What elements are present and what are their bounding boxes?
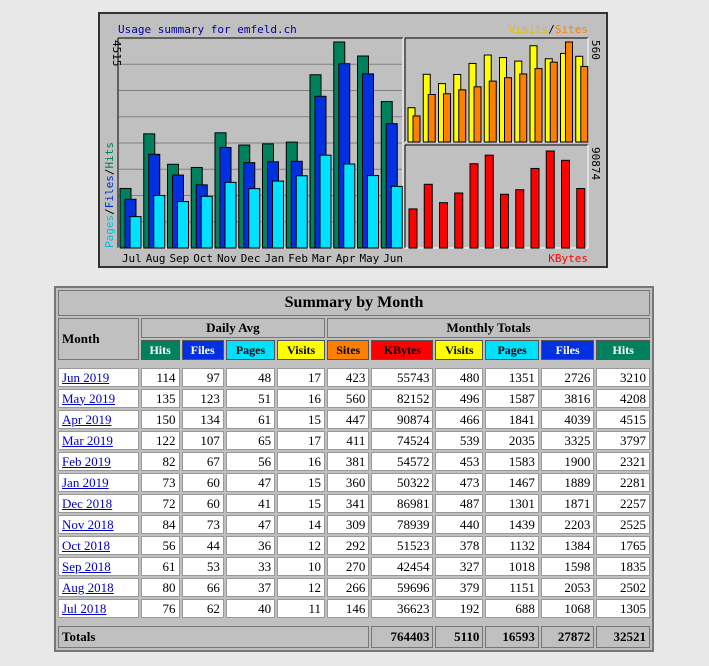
value-cell-pages: 2035	[485, 431, 539, 450]
value-cell-sites: 381	[327, 452, 369, 471]
value-cell-files: 60	[182, 494, 224, 513]
month-link[interactable]: Sep 2018	[62, 558, 111, 574]
value-cell-hits: 1765	[596, 536, 650, 555]
table-title: Summary by Month	[58, 290, 650, 316]
bar-kbytes	[577, 188, 585, 248]
value-cell-visits: 17	[277, 431, 325, 450]
value-cell-hits: 2525	[596, 515, 650, 534]
value-cell-visits: 15	[277, 494, 325, 513]
daily-avg-header: Daily Avg	[141, 318, 325, 338]
value-cell-visits: 15	[277, 473, 325, 492]
month-cell	[58, 431, 139, 450]
bar-kbytes	[455, 193, 463, 248]
x-tick-label: Jul	[121, 252, 142, 265]
month-cell	[58, 536, 139, 555]
value-cell-kbytes: 36623	[371, 599, 433, 618]
chart-title: Usage summary for emfeld.ch	[118, 23, 297, 36]
value-cell-hits: 1305	[596, 599, 650, 618]
table-row	[58, 494, 650, 513]
bar-kbytes	[516, 190, 524, 248]
value-cell-kbytes: 59696	[371, 578, 433, 597]
usage-chart-svg	[100, 14, 606, 266]
legend-pages: Pages	[103, 214, 116, 248]
x-tick-label: Sep	[169, 252, 190, 265]
month-link[interactable]: Oct 2018	[62, 537, 111, 553]
value-cell-files: 107	[182, 431, 224, 450]
value-cell-files: 1068	[541, 599, 595, 618]
value-cell-visits: 15	[277, 410, 325, 429]
value-cell-files: 2053	[541, 578, 595, 597]
value-cell-visits: 16	[277, 389, 325, 408]
col-header-files: Files	[541, 340, 595, 360]
bar-sites	[489, 81, 496, 142]
legend-visits: Visits	[508, 23, 549, 36]
value-cell-sites: 270	[327, 557, 369, 576]
bar-pages	[320, 155, 331, 248]
month-cell	[58, 389, 139, 408]
value-cell-pages: 51	[226, 389, 275, 408]
value-cell-files: 4039	[541, 410, 595, 429]
month-cell	[58, 452, 139, 471]
legend-separator: /	[103, 208, 116, 215]
value-cell-hits: 1835	[596, 557, 650, 576]
value-cell-files: 2726	[541, 368, 595, 387]
value-cell-files: 62	[182, 599, 224, 618]
col-header-hits: Hits	[141, 340, 180, 360]
value-cell-visits: 12	[277, 578, 325, 597]
value-cell-visits: 12	[277, 536, 325, 555]
value-cell-pages: 48	[226, 368, 275, 387]
value-cell-files: 97	[182, 368, 224, 387]
value-cell-hits: 3210	[596, 368, 650, 387]
value-cell-pages: 1018	[485, 557, 539, 576]
value-cell-pages: 688	[485, 599, 539, 618]
value-cell-pages: 1351	[485, 368, 539, 387]
value-cell-pages: 1583	[485, 452, 539, 471]
value-cell-files: 134	[182, 410, 224, 429]
value-cell-hits: 80	[141, 578, 180, 597]
bar-pages	[225, 182, 236, 248]
bar-sites	[566, 42, 573, 142]
value-cell-pages: 47	[226, 515, 275, 534]
value-cell-files: 3325	[541, 431, 595, 450]
legend-separator: /	[548, 23, 555, 36]
bar-pages	[344, 164, 355, 248]
value-cell-kbytes: 74524	[371, 431, 433, 450]
value-cell-sites: 146	[327, 599, 369, 618]
value-cell-files: 123	[182, 389, 224, 408]
kbytes-axis-max-label: 90874	[589, 147, 602, 181]
month-link[interactable]: Jun 2019	[62, 369, 110, 385]
month-link[interactable]: Jan 2019	[62, 474, 109, 490]
value-cell-sites: 309	[327, 515, 369, 534]
value-cell-hits: 4515	[596, 410, 650, 429]
value-cell-hits: 114	[141, 368, 180, 387]
value-cell-hits: 84	[141, 515, 180, 534]
value-cell-kbytes: 42454	[371, 557, 433, 576]
left-axis-legend	[103, 142, 116, 248]
totals-row	[58, 626, 650, 648]
value-cell-pages: 36	[226, 536, 275, 555]
value-cell-pages: 37	[226, 578, 275, 597]
bar-pages	[273, 181, 284, 248]
legend-separator: /	[103, 168, 116, 176]
value-cell-sites: 411	[327, 431, 369, 450]
value-cell-hits: 122	[141, 431, 180, 450]
column-header-row	[58, 340, 650, 360]
x-tick-label: Aug	[145, 252, 166, 265]
value-cell-visits: 539	[435, 431, 483, 450]
col-header-pages: Pages	[485, 340, 539, 360]
value-cell-visits: 378	[435, 536, 483, 555]
value-cell-hits: 2321	[596, 452, 650, 471]
month-link[interactable]: Aug 2018	[62, 579, 114, 595]
table-row	[58, 536, 650, 555]
month-cell	[58, 578, 139, 597]
value-cell-kbytes: 50322	[371, 473, 433, 492]
value-cell-sites: 423	[327, 368, 369, 387]
value-cell-sites: 560	[327, 389, 369, 408]
bar-pages	[178, 202, 189, 248]
table-body	[58, 362, 650, 648]
bar-pages	[391, 186, 402, 248]
value-cell-visits: 496	[435, 389, 483, 408]
bar-sites	[428, 95, 435, 143]
table-row	[58, 389, 650, 408]
value-cell-visits: 473	[435, 473, 483, 492]
value-cell-visits: 440	[435, 515, 483, 534]
value-cell-pages: 1151	[485, 578, 539, 597]
totals-label: Totals	[58, 626, 369, 648]
bar-kbytes	[546, 151, 554, 248]
summary-by-month-table	[54, 286, 654, 652]
bar-sites	[474, 87, 481, 142]
value-cell-pages: 1841	[485, 410, 539, 429]
value-cell-visits: 10	[277, 557, 325, 576]
bar-kbytes	[485, 155, 493, 248]
value-cell-files: 67	[182, 452, 224, 471]
left-axis-max-label: 4515	[110, 40, 123, 67]
x-tick-label: Nov	[216, 252, 237, 265]
bar-pages	[130, 217, 141, 248]
x-tick-label: Jun	[383, 252, 404, 265]
value-cell-files: 2203	[541, 515, 595, 534]
value-cell-pages: 1132	[485, 536, 539, 555]
bar-sites	[459, 90, 466, 142]
table-row	[58, 452, 650, 471]
value-cell-files: 66	[182, 578, 224, 597]
x-tick-label: Dec	[240, 252, 261, 265]
month-header: Month	[58, 318, 139, 360]
value-cell-kbytes: 51523	[371, 536, 433, 555]
month-cell	[58, 557, 139, 576]
value-cell-sites: 341	[327, 494, 369, 513]
bar-sites	[550, 62, 557, 142]
value-cell-files: 1871	[541, 494, 595, 513]
value-cell-hits: 76	[141, 599, 180, 618]
legend-hits: Hits	[103, 142, 116, 169]
value-cell-hits: 72	[141, 494, 180, 513]
bar-pages	[296, 176, 307, 248]
value-cell-pages: 65	[226, 431, 275, 450]
value-cell-visits: 192	[435, 599, 483, 618]
value-cell-pages: 1439	[485, 515, 539, 534]
value-cell-visits: 11	[277, 599, 325, 618]
value-cell-files: 1889	[541, 473, 595, 492]
value-cell-sites: 360	[327, 473, 369, 492]
col-header-visits: Visits	[435, 340, 483, 360]
legend-files: Files	[103, 175, 116, 209]
bar-sites	[535, 69, 542, 142]
value-cell-visits: 14	[277, 515, 325, 534]
total-hits: 32521	[596, 626, 650, 648]
bar-kbytes	[424, 184, 432, 248]
month-link[interactable]: Nov 2018	[62, 516, 114, 532]
col-header-kbytes: KBytes	[371, 340, 433, 360]
value-cell-kbytes: 78939	[371, 515, 433, 534]
bar-kbytes	[409, 209, 417, 248]
bar-pages	[201, 196, 212, 248]
value-cell-files: 73	[182, 515, 224, 534]
value-cell-pages: 56	[226, 452, 275, 471]
value-cell-visits: 17	[277, 368, 325, 387]
x-tick-label: Oct	[193, 252, 214, 265]
value-cell-files: 3816	[541, 389, 595, 408]
value-cell-pages: 40	[226, 599, 275, 618]
col-header-visits: Visits	[277, 340, 325, 360]
value-cell-files: 1384	[541, 536, 595, 555]
month-link[interactable]: Jul 2018	[62, 600, 107, 616]
col-header-pages: Pages	[226, 340, 275, 360]
value-cell-visits: 453	[435, 452, 483, 471]
value-cell-hits: 2257	[596, 494, 650, 513]
value-cell-sites: 266	[327, 578, 369, 597]
value-cell-hits: 82	[141, 452, 180, 471]
value-cell-pages: 47	[226, 473, 275, 492]
value-cell-hits: 4208	[596, 389, 650, 408]
table-row	[58, 368, 650, 387]
month-link[interactable]: May 2019	[62, 390, 116, 406]
value-cell-pages: 1587	[485, 389, 539, 408]
bar-sites	[413, 116, 420, 142]
monthly-totals-header: Monthly Totals	[327, 318, 650, 338]
col-header-files: Files	[182, 340, 224, 360]
bar-kbytes	[440, 203, 448, 248]
value-cell-kbytes: 90874	[371, 410, 433, 429]
value-cell-hits: 150	[141, 410, 180, 429]
bar-kbytes	[531, 168, 539, 248]
legend-sites: Sites	[554, 23, 588, 36]
value-cell-visits: 480	[435, 368, 483, 387]
bar-sites	[581, 66, 588, 142]
month-cell	[58, 473, 139, 492]
value-cell-pages: 61	[226, 410, 275, 429]
value-cell-kbytes: 55743	[371, 368, 433, 387]
value-cell-hits: 3797	[596, 431, 650, 450]
value-cell-files: 44	[182, 536, 224, 555]
x-tick-label: May	[359, 252, 380, 265]
value-cell-pages: 33	[226, 557, 275, 576]
bar-pages	[368, 176, 379, 248]
value-cell-sites: 292	[327, 536, 369, 555]
month-link[interactable]: Apr 2019	[62, 411, 112, 427]
total-visits: 5110	[435, 626, 483, 648]
value-cell-files: 60	[182, 473, 224, 492]
bar-pages	[154, 195, 165, 248]
kbytes-legend: KBytes	[548, 252, 588, 265]
value-cell-hits: 2502	[596, 578, 650, 597]
month-cell	[58, 410, 139, 429]
visits-sites-legend	[509, 23, 589, 36]
value-cell-hits: 135	[141, 389, 180, 408]
value-cell-visits: 327	[435, 557, 483, 576]
value-cell-sites: 447	[327, 410, 369, 429]
value-cell-pages: 1467	[485, 473, 539, 492]
bar-pages	[249, 189, 260, 248]
value-cell-hits: 56	[141, 536, 180, 555]
value-cell-pages: 41	[226, 494, 275, 513]
bar-sites	[520, 74, 527, 142]
total-kbytes: 764403	[371, 626, 433, 648]
month-cell	[58, 494, 139, 513]
month-link[interactable]: Feb 2019	[62, 453, 111, 469]
table-row	[58, 431, 650, 450]
bar-kbytes	[562, 160, 570, 248]
col-header-hits: Hits	[596, 340, 650, 360]
usage-chart	[98, 12, 608, 268]
bar-sites	[505, 78, 512, 142]
col-header-sites: Sites	[327, 340, 369, 360]
month-link[interactable]: Dec 2018	[62, 495, 113, 511]
value-cell-kbytes: 86981	[371, 494, 433, 513]
value-cell-visits: 487	[435, 494, 483, 513]
value-cell-visits: 379	[435, 578, 483, 597]
month-cell	[58, 599, 139, 618]
value-cell-kbytes: 82152	[371, 389, 433, 408]
table-row	[58, 515, 650, 534]
value-cell-hits: 73	[141, 473, 180, 492]
x-tick-label: Feb	[288, 252, 309, 265]
month-cell	[58, 368, 139, 387]
x-tick-label: Jan	[264, 252, 285, 265]
table-row	[58, 410, 650, 429]
visits-axis-max-label: 560	[589, 40, 602, 60]
total-files: 27872	[541, 626, 595, 648]
value-cell-hits: 2281	[596, 473, 650, 492]
total-pages: 16593	[485, 626, 539, 648]
bar-kbytes	[470, 164, 478, 248]
value-cell-visits: 16	[277, 452, 325, 471]
table-row	[58, 578, 650, 597]
x-tick-label: Apr	[335, 252, 356, 265]
table-row	[58, 473, 650, 492]
value-cell-visits: 466	[435, 410, 483, 429]
month-cell	[58, 515, 139, 534]
month-link[interactable]: Mar 2019	[62, 432, 113, 448]
bar-kbytes	[501, 194, 509, 248]
value-cell-files: 1598	[541, 557, 595, 576]
value-cell-kbytes: 54572	[371, 452, 433, 471]
value-cell-files: 1900	[541, 452, 595, 471]
value-cell-files: 53	[182, 557, 224, 576]
value-cell-pages: 1301	[485, 494, 539, 513]
table-row	[58, 599, 650, 618]
bar-sites	[444, 94, 451, 142]
value-cell-hits: 61	[141, 557, 180, 576]
x-tick-label: Mar	[311, 252, 332, 265]
table-row	[58, 557, 650, 576]
